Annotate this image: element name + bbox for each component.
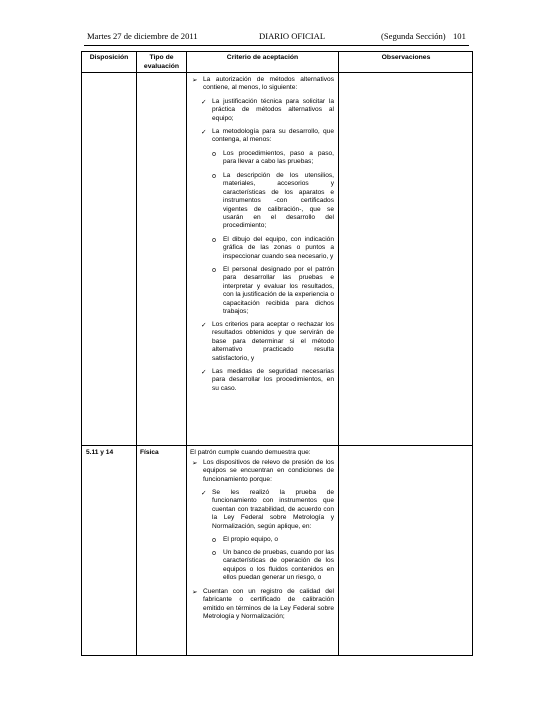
- criteria-item: El propio equipo, o: [223, 536, 278, 543]
- check-bullet-icon: ✓: [201, 98, 207, 106]
- arrow-bullet-icon: ➢: [192, 459, 198, 467]
- column-divider: [186, 52, 187, 655]
- row2-tipo: Física: [140, 449, 159, 456]
- criteria-item: Cuentan con un registro de calidad del fabricante o certificado de calibración emitido en términos de la Ley Federal sobre Metrología y Normalización;: [203, 588, 334, 621]
- criteria-item: La metodología para su desarrollo, que contenga, al menos:: [212, 128, 334, 144]
- criteria-item: Los dispositivos de relevo de presión de los equipos se encuentran en condiciones de funcionamiento porque:: [203, 459, 334, 483]
- column-header-tipo: Tipo de evaluación: [143, 54, 180, 70]
- row2-disposicion: 5.11 y 14: [86, 449, 114, 456]
- check-bullet-icon: ✓: [201, 368, 207, 376]
- column-header-observaciones: Observaciones: [381, 54, 431, 61]
- circle-bullet-icon: o: [212, 172, 217, 180]
- page-header: [87, 31, 467, 45]
- row2-intro: El patrón cumple cuando demuestra que:: [190, 449, 311, 456]
- header-rule: [84, 45, 469, 46]
- header-date: Martes 27 de diciembre de 2011: [87, 31, 198, 41]
- header-row-divider: [82, 72, 472, 73]
- circle-bullet-icon: o: [212, 266, 217, 274]
- check-bullet-icon: ✓: [201, 489, 207, 497]
- column-divider: [136, 52, 137, 655]
- criteria-item: La autorización de métodos alternativos contiene, al menos, lo siguiente:: [203, 76, 334, 92]
- header-section: (Segunda Sección): [381, 31, 446, 41]
- criteria-item: La justificación técnica para solicitar la práctica de métodos alternativos al equipo;: [212, 98, 334, 122]
- criteria-item: Las medidas de seguridad necesarias para desarrollar los procedimientos, en su caso.: [212, 368, 334, 392]
- column-header-disposicion: Disposición: [89, 54, 129, 61]
- arrow-bullet-icon: ➢: [192, 588, 198, 596]
- criteria-item: Los procedimientos, paso a paso, para llevar a cabo las pruebas;: [223, 150, 334, 166]
- check-bullet-icon: ✓: [201, 321, 207, 329]
- circle-bullet-icon: o: [212, 549, 217, 557]
- criteria-item: El dibujo del equipo, con indicación gráfica de las zonas o puntos a inspeccionar cuando sea necesario, y: [223, 236, 334, 260]
- column-header-criterio: Criterio de aceptación: [226, 54, 299, 61]
- criteria-item: Un banco de pruebas, cuando por las características de operación de los equipos o los fluidos contenidos en ellos puedan generar un riesgo, o: [223, 549, 334, 582]
- circle-bullet-icon: o: [212, 536, 217, 544]
- column-divider: [338, 52, 339, 655]
- arrow-bullet-icon: ➢: [192, 76, 198, 84]
- criteria-item: El personal designado por el patrón para desarrollar las pruebas e interpretar y evaluar los resultados, con la justificación de la experiencia o capacitación recibida para dichos trabajos;: [223, 266, 334, 316]
- circle-bullet-icon: o: [212, 236, 217, 244]
- criteria-table: [81, 51, 473, 656]
- criteria-item: La descripción de los utensilios, materiales, accesorios y características de los aparatos e instrumentos -con certificados vigentes de calibración-, que se usarán en el desarrollo del procedimiento;: [223, 172, 334, 230]
- row-divider: [82, 445, 472, 446]
- criteria-item: Los criterios para aceptar o rechazar los resultados obtenidos y que servirán de base para determinar si el método alternativo practicado resulta satisfactorio, y: [212, 321, 334, 362]
- header-publication: DIARIO OFICIAL: [259, 31, 326, 41]
- header-page-number: 101: [453, 31, 466, 41]
- circle-bullet-icon: o: [212, 150, 217, 158]
- check-bullet-icon: ✓: [201, 128, 207, 136]
- criteria-item: Se les realizó la prueba de funcionamiento con instrumentos que cuentan con trazabilidad, de acuerdo con la Ley Federal sobre Metrología y Normalización, según aplique, en:: [212, 489, 334, 530]
